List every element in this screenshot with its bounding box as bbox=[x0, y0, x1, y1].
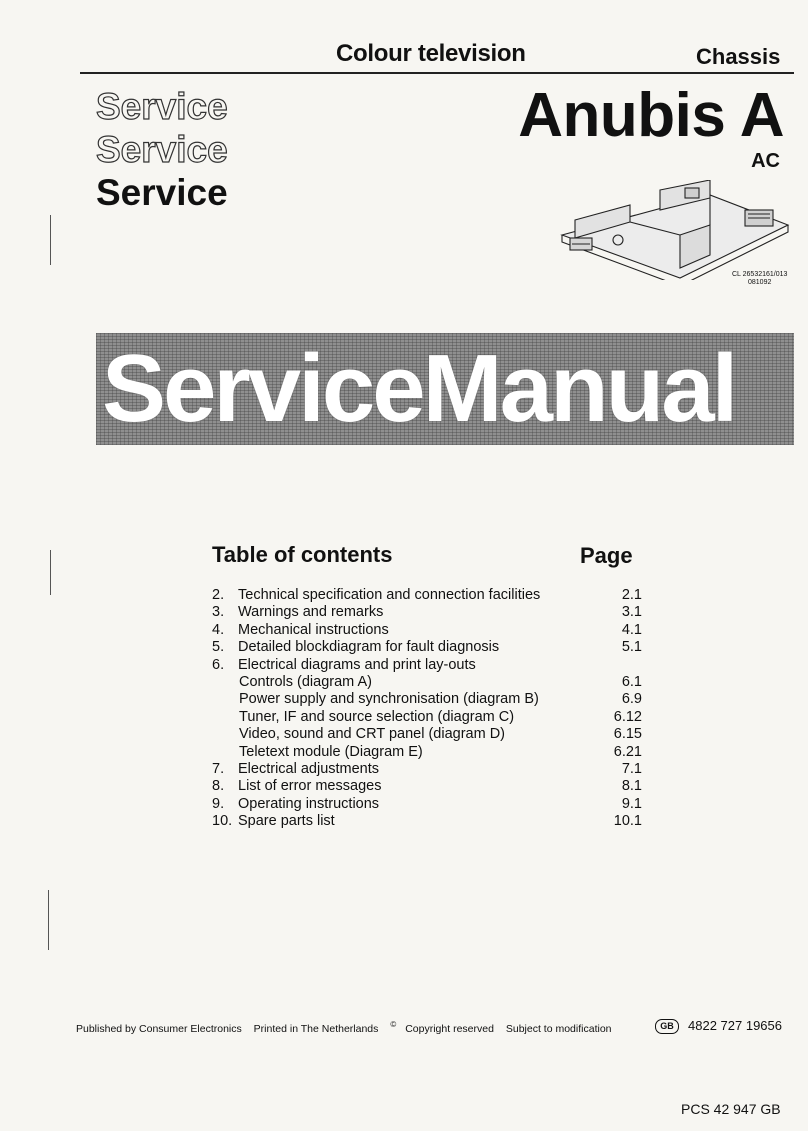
toc-row-page: 10.1 bbox=[613, 813, 642, 830]
toc-row bbox=[212, 691, 642, 708]
toc-row-title: Mechanical instructions bbox=[238, 621, 389, 638]
model-variant: AC bbox=[751, 150, 780, 172]
toc-row-page: 5.1 bbox=[621, 639, 642, 656]
document-number: 4822 727 19656 bbox=[688, 1018, 782, 1033]
toc-row-number: 4. bbox=[212, 621, 225, 638]
board-code-line2: 081092 bbox=[748, 279, 772, 286]
banner-title: ServiceManual bbox=[102, 335, 736, 442]
toc-row-number: 8. bbox=[212, 778, 225, 795]
toc-row bbox=[212, 813, 642, 830]
toc-title: Table of contents bbox=[212, 542, 393, 567]
chassis-board-icon bbox=[560, 180, 790, 280]
toc-row bbox=[212, 761, 642, 778]
service-solid: Service bbox=[96, 172, 228, 213]
toc-row-title: Spare parts list bbox=[238, 813, 335, 830]
toc-row bbox=[212, 796, 642, 813]
toc-list bbox=[212, 587, 642, 830]
toc-row-number: 10. bbox=[212, 813, 233, 830]
copyright-icon: © bbox=[390, 1020, 397, 1029]
toc-row-number: 3. bbox=[212, 604, 225, 621]
toc-row bbox=[212, 726, 642, 743]
footer-printed: Printed in The Netherlands bbox=[253, 1022, 379, 1035]
toc-row-title: Warnings and remarks bbox=[238, 604, 384, 621]
toc-row bbox=[212, 709, 642, 726]
margin-mark bbox=[50, 550, 51, 595]
toc-row-page: 4.1 bbox=[621, 621, 642, 638]
product-type: Colour television bbox=[336, 40, 526, 67]
toc-row-title: Video, sound and CRT panel (diagram D) bbox=[239, 726, 505, 743]
header-rule bbox=[80, 72, 794, 74]
toc-row-title: Detailed blockdiagram for fault diagnosis bbox=[238, 639, 500, 656]
toc-row-number: 9. bbox=[212, 795, 225, 812]
toc-row-number: 5. bbox=[212, 639, 225, 656]
model-name: Anubis A bbox=[518, 81, 784, 150]
toc-row-page: 6.9 bbox=[621, 691, 642, 708]
margin-mark bbox=[48, 890, 49, 950]
toc-row-number: 6. bbox=[212, 656, 225, 673]
service-outline-1: Service bbox=[96, 86, 228, 127]
pcs-code: PCS 42 947 GB bbox=[681, 1101, 781, 1117]
toc-row-title: Electrical adjustments bbox=[238, 760, 380, 777]
toc-row bbox=[212, 622, 642, 639]
toc-row-page: 9.1 bbox=[621, 795, 642, 812]
toc-row-number: 7. bbox=[212, 760, 225, 777]
footer-published: Published by Consumer Electronics bbox=[76, 1022, 242, 1035]
toc-row-page: 7.1 bbox=[621, 760, 642, 777]
footer-imprint bbox=[76, 1020, 621, 1035]
toc-row bbox=[212, 639, 642, 656]
toc-row bbox=[212, 604, 642, 621]
toc-row-title: Controls (diagram A) bbox=[239, 673, 372, 690]
toc-row-number: 2. bbox=[212, 587, 225, 603]
toc-row-title: Electrical diagrams and print lay-outs bbox=[238, 656, 476, 673]
toc-row-page: 3.1 bbox=[621, 604, 642, 621]
toc-page-label: Page bbox=[580, 543, 633, 568]
margin-mark bbox=[50, 215, 51, 265]
footer-subject: Subject to modification bbox=[505, 1022, 612, 1035]
toc-row-page: 6.1 bbox=[621, 673, 642, 690]
service-manual-banner bbox=[96, 333, 794, 445]
footer-copyright: Copyright reserved bbox=[405, 1022, 494, 1035]
toc-row-title: Teletext module (Diagram E) bbox=[239, 743, 423, 760]
toc-row-page: 6.15 bbox=[613, 726, 642, 743]
toc-row bbox=[212, 744, 642, 761]
toc-row bbox=[212, 778, 642, 795]
board-code-line1: CL 26532161/013 bbox=[732, 271, 788, 278]
toc-row-title: Power supply and synchronisation (diagram B) bbox=[239, 691, 539, 708]
chassis-label: Chassis bbox=[696, 44, 781, 69]
toc-row-title: List of error messages bbox=[238, 778, 382, 795]
toc-row-title: Operating instructions bbox=[238, 795, 380, 812]
toc-row bbox=[212, 587, 642, 604]
service-outline-2: Service bbox=[96, 129, 228, 170]
toc-row-page: 8.1 bbox=[621, 778, 642, 795]
toc-row bbox=[212, 674, 642, 691]
country-badge: GB bbox=[655, 1019, 679, 1034]
toc-row bbox=[212, 657, 642, 674]
toc-row-title: Tuner, IF and source selection (diagram C) bbox=[239, 708, 515, 725]
toc-row-page: 2.1 bbox=[621, 587, 642, 603]
toc-row-title: Technical specification and connection facilities bbox=[238, 587, 541, 603]
toc-row-page: 6.12 bbox=[613, 708, 642, 725]
toc-row-page: 6.21 bbox=[613, 743, 642, 760]
